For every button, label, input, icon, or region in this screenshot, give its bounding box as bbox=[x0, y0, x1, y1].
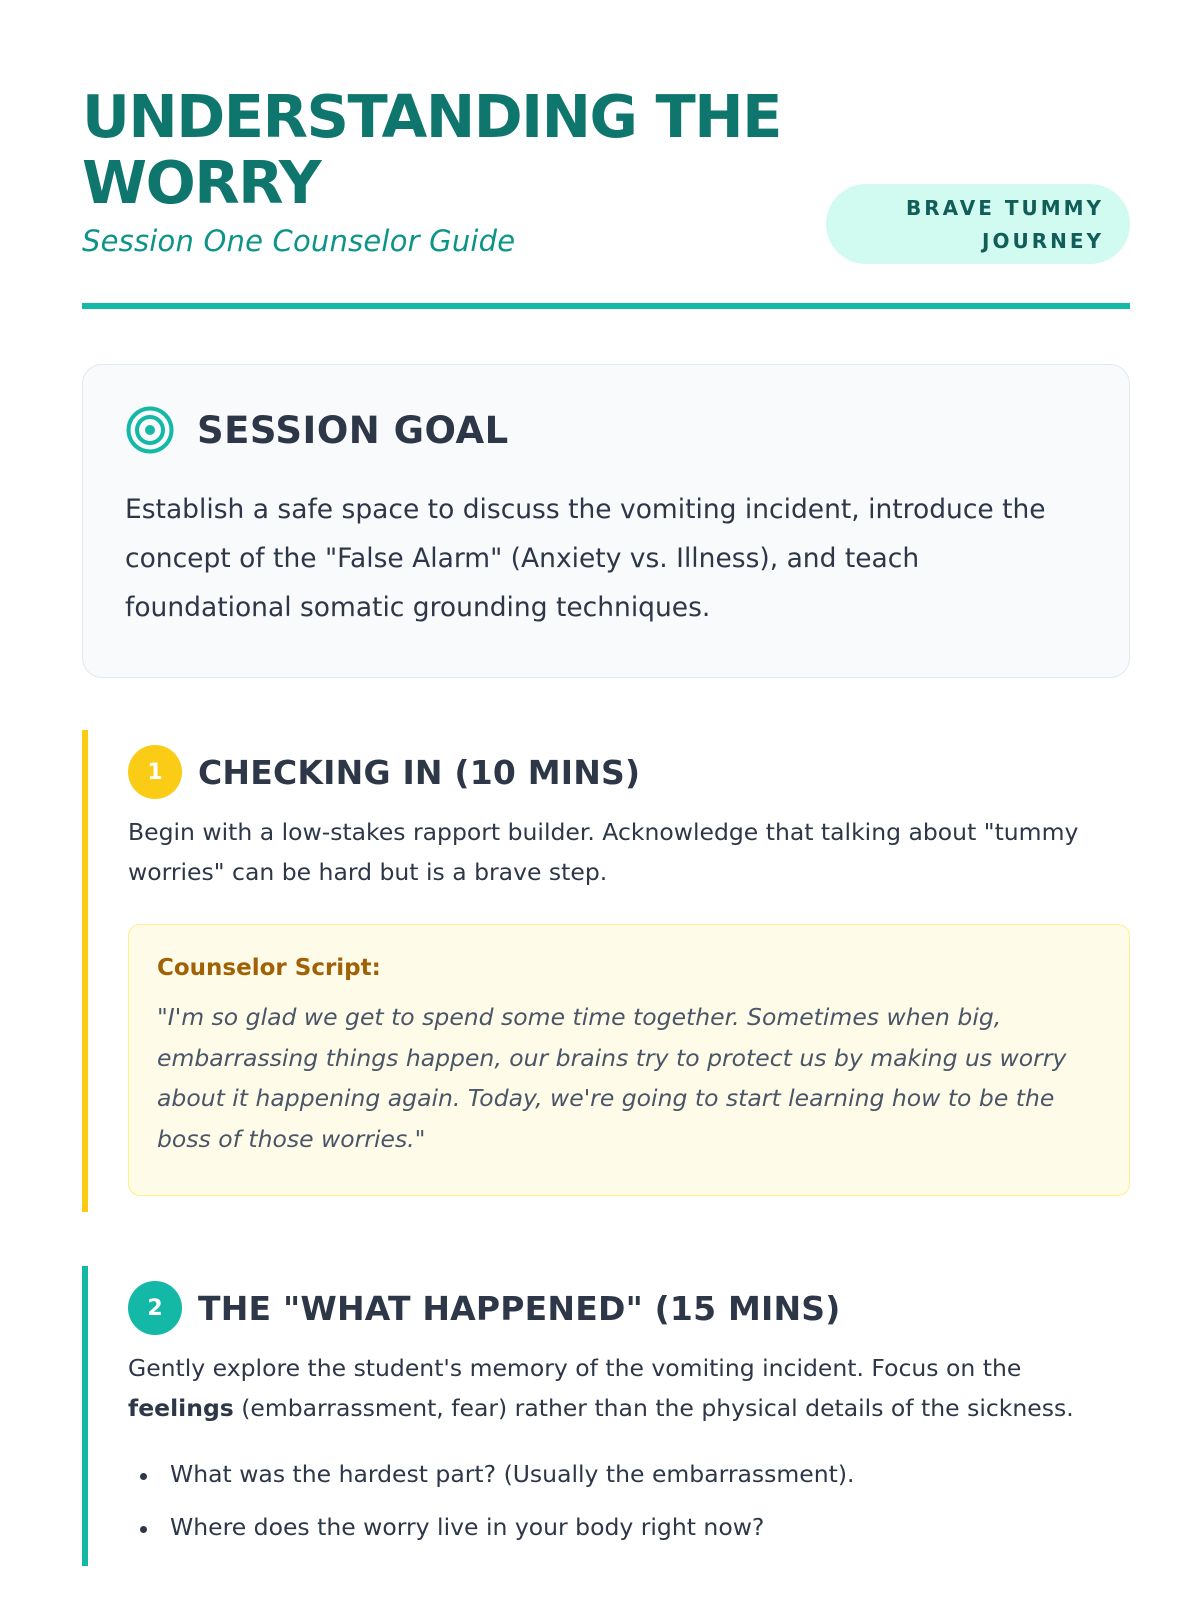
script-label: Counselor Script: bbox=[157, 955, 381, 981]
session-goal-card bbox=[82, 364, 1130, 678]
counselor-script-box bbox=[128, 924, 1130, 1196]
step-number-badge: 1 bbox=[128, 745, 182, 799]
step-number-badge: 2 bbox=[128, 1281, 182, 1335]
session-goal-header bbox=[125, 405, 1089, 455]
page-header bbox=[82, 84, 1130, 309]
target-icon bbox=[125, 405, 175, 455]
section-text-before: Gently explore the student's memory of the vomiting incident. Focus on the bbox=[128, 1354, 1022, 1382]
section-title: THE "WHAT HAPPENED" (15 MINS) bbox=[198, 1288, 841, 1328]
script-text: "I'm so glad we get to spend some time together. Sometimes when big, embarrassing things happen, our brains try to protect us by making us worry about it happening again. Today, we're going to start learning how to be the boss of those worries." bbox=[157, 1003, 1067, 1153]
section-what-happened bbox=[82, 1266, 1130, 1566]
page-subtitle: Session One Counselor Guide bbox=[82, 224, 516, 258]
section-text: Begin with a low-stakes rapport builder. Acknowledge that talking about "tummy worries" can be hard but is a brave step. bbox=[128, 818, 1079, 886]
section-text-bold: feelings bbox=[128, 1394, 234, 1422]
session-goal-title: SESSION GOAL bbox=[197, 408, 509, 452]
page-title: UNDERSTANDING THE WORRY bbox=[82, 82, 781, 217]
section-header bbox=[128, 1280, 1130, 1336]
section-title: CHECKING IN (10 MINS) bbox=[198, 752, 641, 792]
section-text bbox=[128, 1348, 1128, 1428]
list-item: What was the hardest part? (Usually the embarrassment). bbox=[128, 1448, 1130, 1501]
brand-line-2: JOURNEY bbox=[982, 229, 1104, 253]
brand-badge bbox=[826, 184, 1130, 264]
section-text-after: (embarrassment, fear) rather than the physical details of the sickness. bbox=[233, 1394, 1074, 1422]
session-goal-text: Establish a safe space to discuss the vomiting incident, introduce the concept of the "False Alarm" (Anxiety vs. Illness), and teach foundational somatic grounding techniques. bbox=[125, 494, 1046, 623]
section-checking-in bbox=[82, 730, 1130, 1212]
list-item: Where does the worry live in your body right now? bbox=[128, 1501, 1130, 1554]
section-header bbox=[128, 744, 1130, 800]
brand-line-1: BRAVE TUMMY bbox=[905, 196, 1104, 220]
question-list bbox=[128, 1448, 1130, 1554]
